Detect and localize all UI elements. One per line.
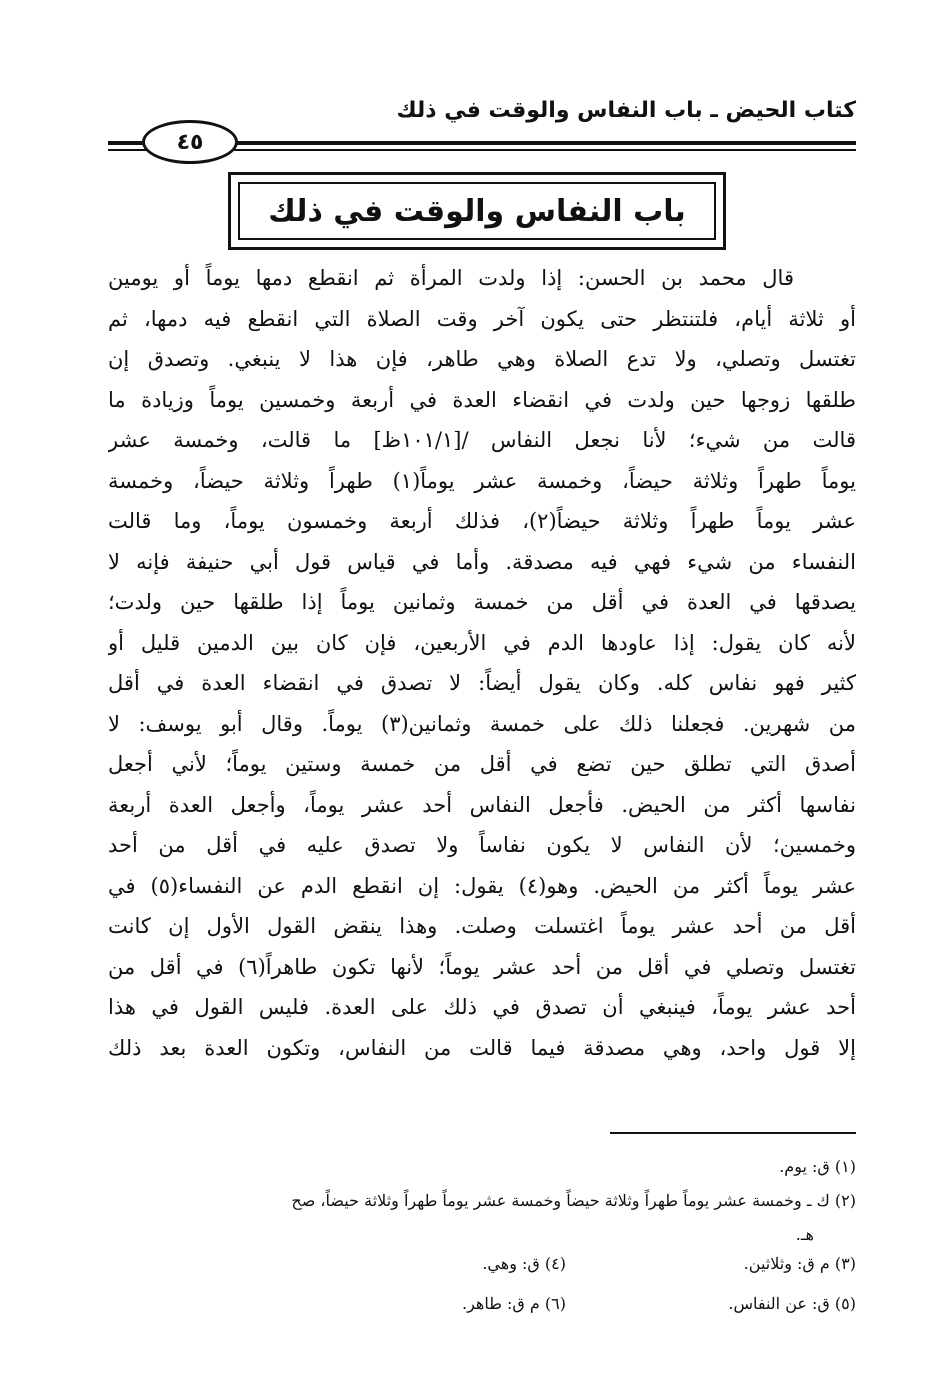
footnote-3: (٣) م ق: وثلاثين. (743, 1254, 856, 1273)
text-line: يوماً طهراً وثلاثة حيضاً، وخمسة عشر يوماً(١) طهراً وثلاثة حيضاً، وخمسة (108, 468, 856, 493)
text-line: قالت من شيء؛ لأنا نجعل النفاس /[١٠١/١ظ] ما قالت، وخمسة عشر (108, 428, 856, 452)
footnote-4: (٤) ق: وهي. (482, 1254, 566, 1273)
main-text (108, 258, 856, 1068)
footnote-row (108, 1244, 856, 1284)
text-line: النفساء من شيء فهي فيه مصدقة. وأما في قياس قول أبي حنيفة فإنه لا (108, 549, 856, 574)
text-line: أحد عشر يوماً، فينبغي أن تصدق في ذلك على العدة. فليس القول في هذا (108, 995, 856, 1019)
footnotes (108, 1150, 856, 1324)
running-header: كتاب الحيض ـ باب النفاس والوقت في ذلك (396, 98, 856, 123)
text-line: تغتسل وتصلي في أقل من أحد عشر يوماً؛ لأنها تكون طاهراً(٦) في أقل من (108, 954, 856, 979)
text-line: لأنه كان يقول: إذا عاودها الدم في الأربعين، فإن كان بين الدمين قليل أو (108, 630, 856, 655)
text-line: طلقها زوجها حين ولدت في انقضاء العدة في أربعة وخمسين يوماً وزيادة ما (108, 387, 856, 412)
text-line: إلا قول واحد، وهي مصدقة فيما قالت من النفاس، وتكون العدة بعد ذلك (108, 1035, 856, 1060)
footnote-5: (٥) ق: عن النفاس. (728, 1294, 856, 1313)
footnote-2: (٢) ك ـ وخمسة عشر يوماً طهراً وثلاثة حيضاً وخمسة عشر يوماً طهراً وثلاثة حيضاً، صح (291, 1191, 856, 1210)
text-line: عشر يوماً طهراً وثلاثة حيضاً(٢)، فذلك أربعة وخمسون يوماً، وما قالت (108, 509, 856, 533)
chapter-title-frame (228, 172, 726, 250)
footnote-row (108, 1284, 856, 1324)
footnote-separator (610, 1132, 856, 1134)
text-line: أو ثلاثة أيام، فلتنتظر حتى يكون آخر وقت الصلاة التي انقطع فيه دمها، ثم (108, 306, 856, 331)
page-number: ٤٥ (142, 120, 238, 164)
chapter-title: باب النفاس والوقت في ذلك (268, 193, 686, 229)
text-line: وخمسين؛ لأن النفاس لا يكون نفاساً ولا تصدق عليه في أقل من أحد (108, 833, 856, 857)
chapter-title-inner-frame (238, 182, 716, 240)
text-line: أقل من أحد عشر يوماً اغتسلت وصلت. وهذا ينقض القول الأول إن كانت (108, 914, 856, 938)
text-line: أصدق التي تطلق حين تضع في أقل من خمسة وستين يوماً؛ لأني أجعل (108, 752, 856, 776)
text-line: قال محمد بن الحسن: إذا ولدت المرأة ثم انقطع دمها يوماً أو يومين (108, 266, 794, 290)
text-line: يصدقها في العدة في أقل من خمسة وثمانين يوماً إذا طلقها حين ولدت؛ (108, 590, 856, 614)
text-line: نفاسها أكثر من الحيض. فأجعل النفاس أحد عشر يوماً، وأجعل العدة أربعة (108, 792, 856, 817)
text-line: تغتسل وتصلي، ولا تدع الصلاة وهي طاهر، فإن هذا لا ينبغي. وتصدق إن (108, 347, 856, 371)
footnote-1: (١) ق: يوم. (779, 1157, 856, 1176)
text-line: كثير فهو نفاس كله. وكان يقول أيضاً: لا تصدق في انقضاء العدة في أقل (108, 671, 856, 695)
footnote-2-continuation: هـ. (795, 1225, 814, 1244)
text-line: عشر يوماً أكثر من الحيض. وهو(٤) يقول: إن انقطع الدم عن النفساء(٥) في (108, 873, 856, 898)
text-line: من شهرين. فجعلنا ذلك على خمسة وثمانين(٣) يوماً. وقال أبو يوسف: لا (108, 711, 856, 736)
footnote-6: (٦) م ق: طاهر. (461, 1294, 566, 1313)
